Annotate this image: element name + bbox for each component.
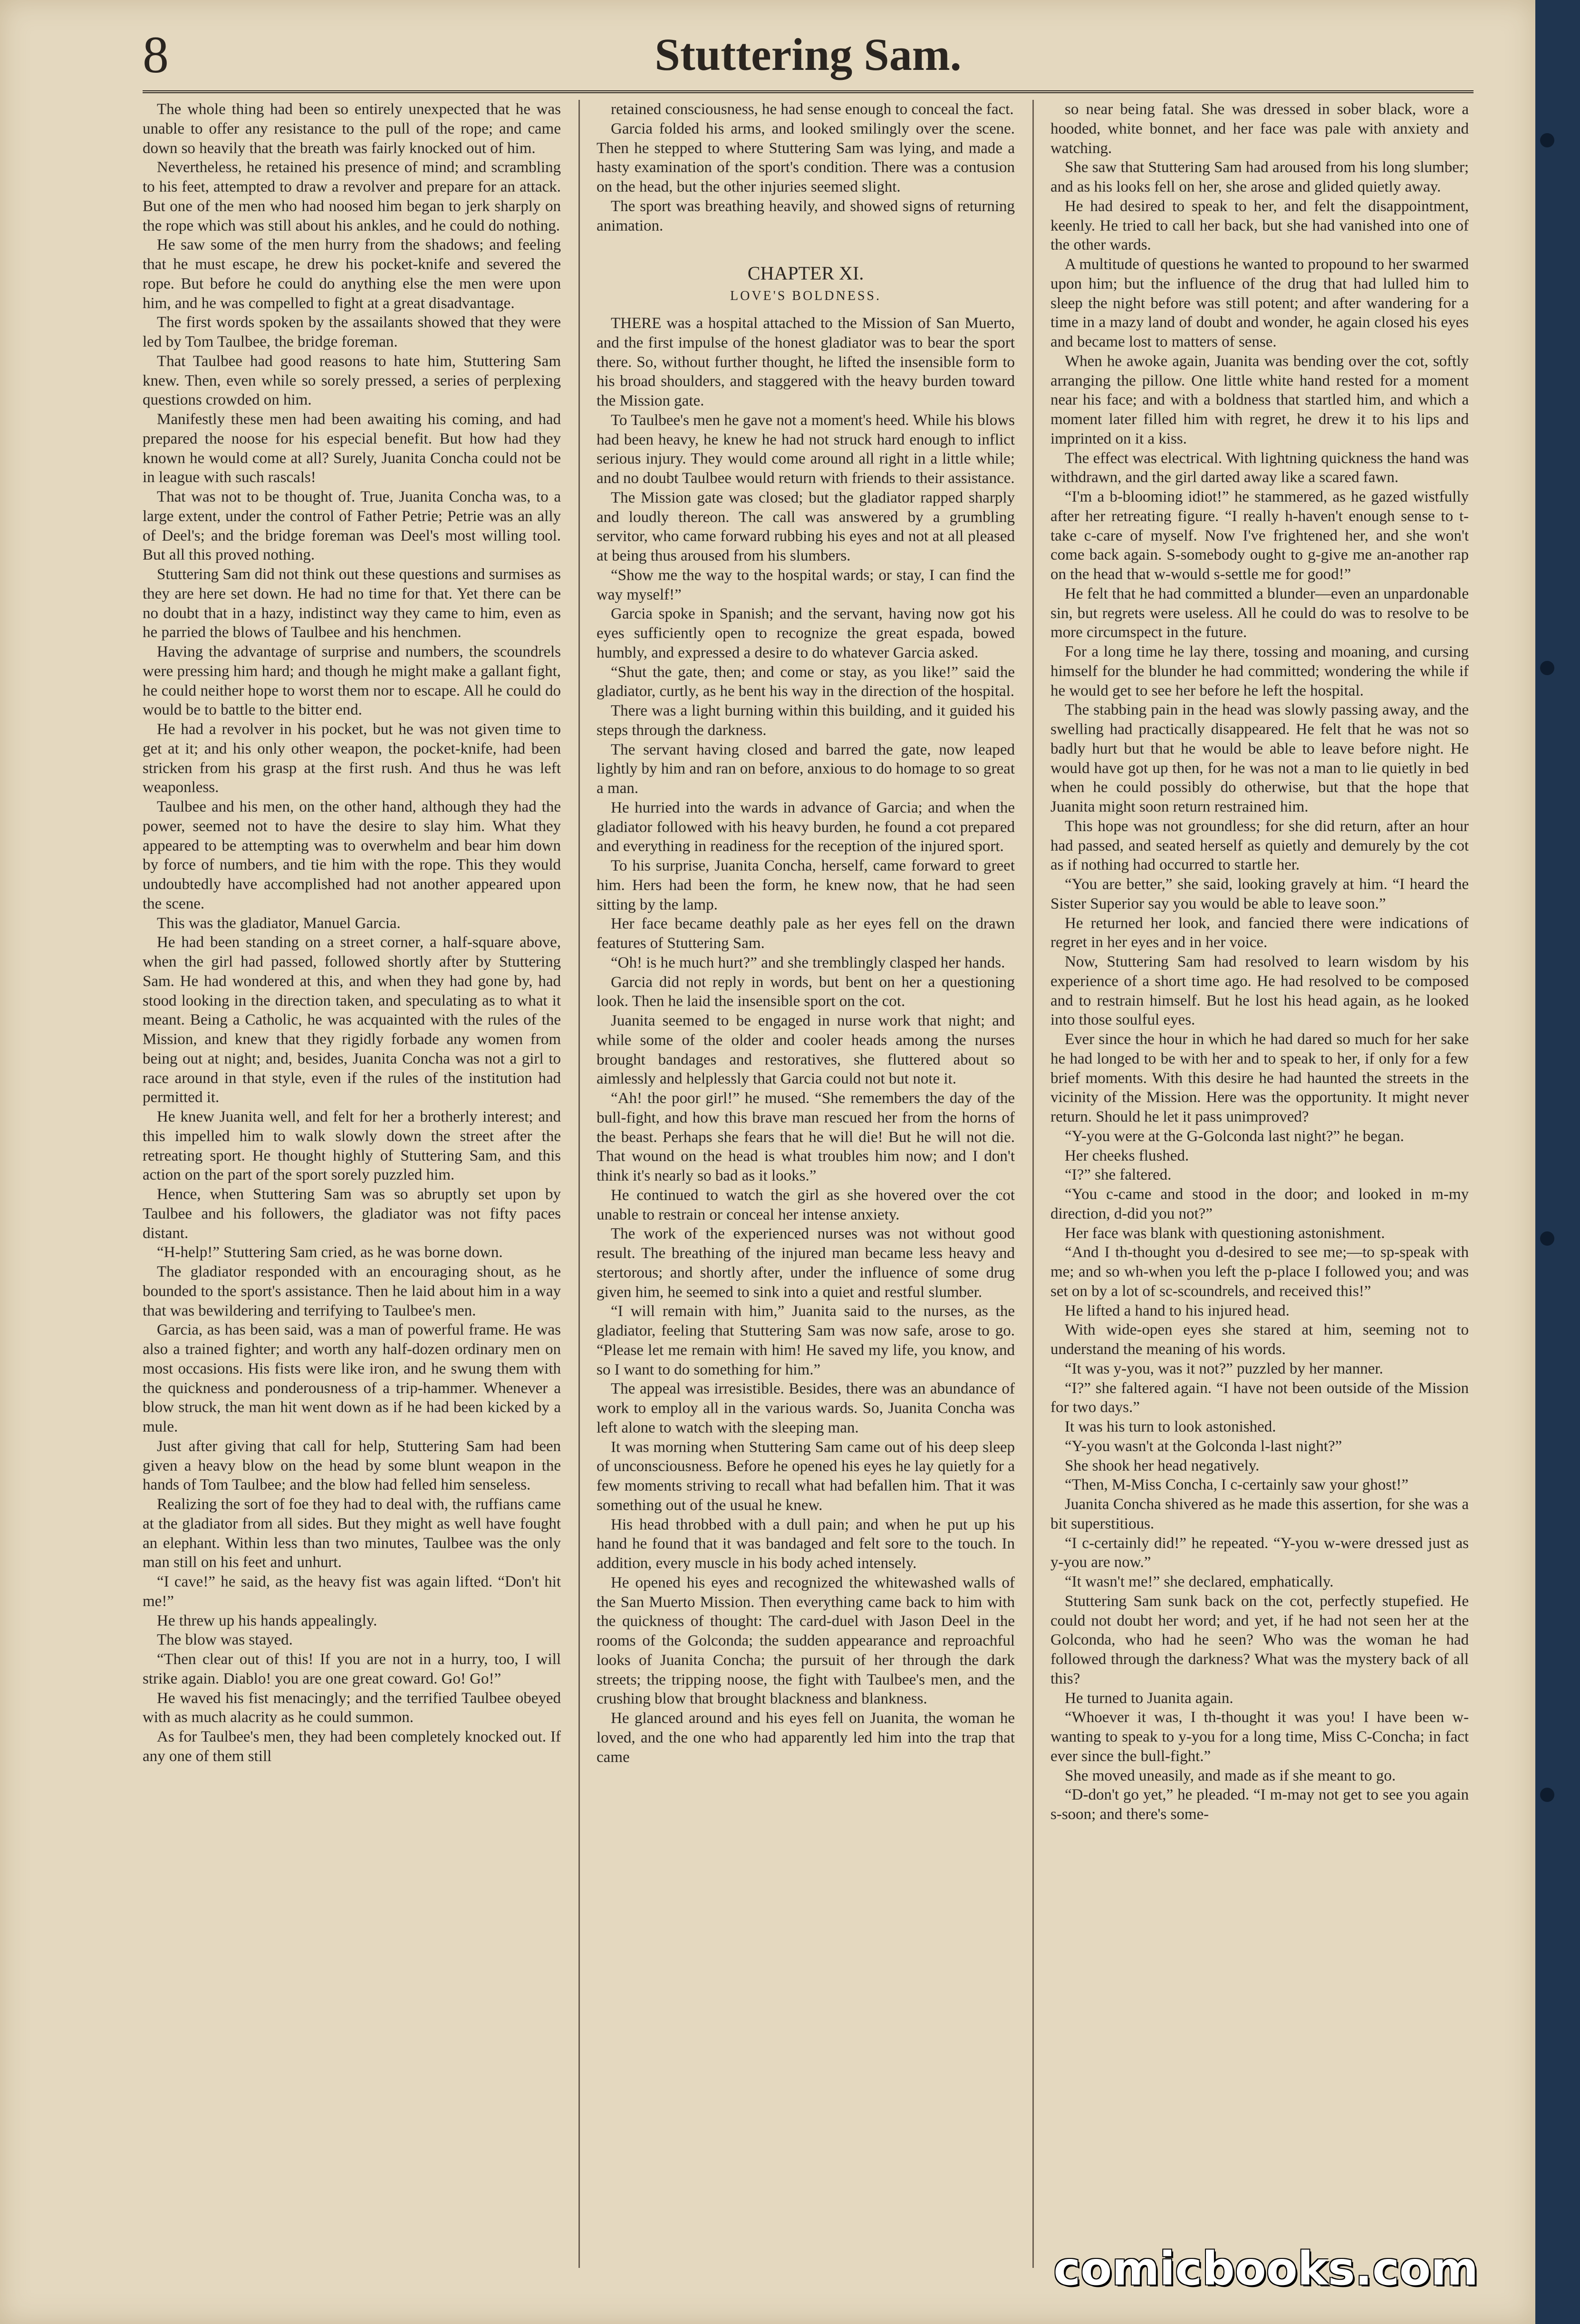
paragraph: The whole thing had been so entirely unexpected that he was unable to offer any resistance to the pull of the rope; and came down so heavily that the breath was fairly knocked out of him. [143, 101, 561, 157]
paragraph: “I?” she faltered again. “I have not been outside of the Mission for two days.” [1050, 1379, 1469, 1416]
paragraph: He lifted a hand to his injured head. [1065, 1302, 1290, 1319]
paragraph: “I c-certainly did!” he repeated. “Y-you w-were dressed just as y-you are now.” [1050, 1534, 1469, 1571]
paragraph: To Taulbee's men he gave not a moment's heed. While his blows had been heavy, he knew he had not struck hard enough to inflict serious injury. They would come around all right in a little while; and no doubt Taulbee would return with friends to their assistance. [597, 411, 1015, 487]
paragraph: “It was y-you, was it not?” puzzled by her manner. [1065, 1360, 1383, 1377]
paragraph: Her face was blank with questioning astonishment. [1065, 1224, 1385, 1242]
paragraph: This hope was not groundless; for she did return, after an hour had passed, and seated herself as quietly and demurely by the cot as if nothing had occurred to startle her. [1050, 817, 1469, 874]
column-2 [597, 100, 1015, 2268]
paragraph: Stuttering Sam sunk back on the cot, perfectly stupefied. He could not doubt her word; and yet, if he had not seen her at the Golconda, who had he seen? Who was the woman he had followed through the darkness? What was the mystery back of all this? [1050, 1592, 1469, 1687]
paragraph: The Mission gate was closed; but the gladiator rapped sharply and loudly thereon. The call was answered by a grumbling servitor, who came forward rubbing his eyes and not at all pleased at being thus aroused from his slumbers. [597, 489, 1015, 565]
paragraph: He turned to Juanita again. [1065, 1689, 1233, 1707]
paragraph: He hurried into the wards in advance of Garcia; and when the gladiator followed with his heavy burden, he found a cot prepared and everything in readiness for the reception of the injured sport. [597, 799, 1015, 855]
paragraph: “You are better,” she said, looking gravely at him. “I heard the Sister Superior say you would be able to leave soon.” [1050, 876, 1469, 912]
paragraph: “I cave!” he said, as the heavy fist was again lifted. “Don't hit me!” [143, 1573, 561, 1610]
chapter-heading: CHAPTER XI. [747, 262, 864, 284]
column-1 [143, 100, 561, 2268]
paragraph: “And I th-thought you d-desired to see me;—to sp-speak with me; and so wh-when you left the p-place I followed you; and was set on by a lot of sc-scoundrels, and received this!” [1050, 1244, 1469, 1300]
paragraph: The sport was breathing heavily, and showed signs of returning animation. [597, 197, 1015, 234]
paragraph: He glanced around and his eyes fell on Juanita, the woman he loved, and the one who had apparently led him into the trap that came [597, 1710, 1015, 1766]
paragraph: “H-help!” Stuttering Sam cried, as he was borne down. [157, 1244, 503, 1261]
column-2-paragraphs-before [597, 100, 1015, 235]
paragraph: The blow was stayed. [157, 1631, 293, 1649]
paragraph: retained consciousness, he had sense enough to conceal the fact. [611, 101, 1014, 118]
paragraph: Garcia spoke in Spanish; and the servant, having now got his eyes sufficiently open to recognize the great espada, bowed humbly, and expressed a desire to do whatever Garcia asked. [597, 605, 1015, 661]
binding-hole [1540, 661, 1554, 675]
running-title: Stuttering Sam. [655, 29, 962, 80]
paragraph: That Taulbee had good reasons to hate him, Stuttering Sam knew. Then, even while so sorely pressed, a series of perplexing questions crowded on him. [143, 352, 561, 409]
paragraph: That was not to be thought of. True, Juanita Concha was, to a large extent, under the control of Father Petrie; Petrie was an ally of Deel's; and the bridge foreman was Deel's most willing tool. But all this proved nothing. [143, 488, 561, 564]
paragraph: He threw up his hands appealingly. [157, 1612, 377, 1629]
paragraph: “I'm a b-blooming idiot!” he stammered, as he gazed wistfully after her retreating figure. “I really h-haven't enough sense to t-take c-care of myself. Now I've frightened her, and she won't come back again. S-somebody ought to g-give me an-another rap on the head that w-would s-settle me for good!” [1050, 488, 1469, 583]
paragraph: The appeal was irresistible. Besides, there was an abundance of work to employ all in the various wards. So, Juanita Concha was left alone to watch with the sleeping man. [597, 1380, 1015, 1436]
paragraph: He had a revolver in his pocket, but he was not given time to get at it; and his only other weapon, the pocket-knife, had been stricken from his grasp at the first rush. And thus he was left weaponless. [143, 721, 561, 796]
paragraph: “Then, M-Miss Concha, I c-certainly saw your ghost!” [1065, 1476, 1409, 1494]
paragraph: He continued to watch the girl as she hovered over the cot unable to restrain or conceal her intense anxiety. [597, 1186, 1015, 1223]
binding-hole [1540, 1231, 1554, 1246]
paragraph: He opened his eyes and recognized the whitewashed walls of the San Muerto Mission. Then everything came back to him with the quickness of thought: The card-duel with Jason Deel in the rooms of the Golconda; the sudden appearance and reproachful looks of Juanita Concha; the pursuit of her through the dark streets; the tripping noose, the fight with Taulbee's men, and the crushing blow that brought blackness and blankness. [597, 1574, 1015, 1708]
paragraph: Juanita Concha shivered as he made this assertion, for she was a bit superstitious. [1050, 1496, 1469, 1532]
paragraph: When he awoke again, Juanita was bending over the cot, softly arranging the pillow. One little white hand rested for a moment near his face; and with a boldness that startled him, and which a moment later filled him with regret, he drew it to his lips and imprinted on it a kiss. [1050, 352, 1469, 447]
paragraph: The effect was electrical. With lightning quickness the hand was withdrawn, and the girl darted away like a scared fawn. [1050, 449, 1469, 486]
paragraph: Taulbee and his men, on the other hand, although they had the power, seemed not to have the desire to slay him. What they appeared to be attempting was to overwhelm and bear him down by force of numbers, and tie him with the rope. This they would undoubtedly have accomplished had not another appeared upon the scene. [143, 798, 561, 912]
binding-hole [1540, 1788, 1554, 1802]
paragraph: “You c-came and stood in the door; and looked in m-my direction, d-did you not?” [1050, 1186, 1469, 1222]
column-divider [1032, 100, 1034, 2268]
paragraph: Stuttering Sam did not think out these questions and surmises as they are here set down. He had no time for that. Yet there can be no doubt that in a hazy, indistinct way they came to him, even as he parried the blows of Taulbee and his henchmen. [143, 566, 561, 641]
paragraph: A multitude of questions he wanted to propound to her swarmed upon him; but the influence of the drug that had lulled him to sleep the night before was still potent; and after wandering for a time in a mazy land of doubt and wonder, he again closed his eyes and became lost to matters of sense. [1050, 256, 1469, 350]
paragraph: Juanita seemed to be engaged in nurse work that night; and while some of the older and cooler heads among the nurses brought bandages and restoratives, she fluttered about so aimlessly and helplessly that Garcia could not but note it. [597, 1012, 1015, 1088]
paragraph: The first words spoken by the assailants showed that they were led by Tom Taulbee, the bridge foreman. [143, 314, 561, 350]
paragraph: For a long time he lay there, tossing and moaning, and cursing himself for the blunder he had committed; wondering the while if he would get to see her before he left the hospital. [1050, 643, 1469, 699]
paragraph: Garcia folded his arms, and looked smilingly over the scene. Then he stepped to where Stuttering Sam was lying, and made a hasty examination of the sport's condition. There was a contusion on the head, but the other injuries seemed slight. [597, 120, 1015, 195]
paragraph: It was morning when Stuttering Sam came out of his deep sleep of unconsciousness. Before he opened his eyes he lay quietly for a few moments striving to recall what had befallen him. That it was something out of the usual he knew. [597, 1438, 1015, 1514]
column-3-paragraphs [1050, 100, 1469, 1824]
paragraph: It was his turn to look astonished. [1065, 1418, 1276, 1435]
paragraph: He waved his fist menacingly; and the terrified Taulbee obeyed with as much alacrity as he could summon. [143, 1689, 561, 1726]
paragraph: He had desired to speak to her, and felt the disappointment, keenly. He tried to call her back, but she had vanished into one of the other wards. [1050, 197, 1469, 254]
paragraph: “It wasn't me!” she declared, emphatically. [1065, 1573, 1334, 1590]
binding-hole [1540, 133, 1554, 147]
paragraph: Realizing the sort of foe they had to deal with, the ruffians came at the gladiator from all sides. But they might as well have fought an elephant. Within less than two minutes, Taulbee was the only man still on his feet and unhurt. [143, 1496, 561, 1571]
paragraph: Just after giving that call for help, Stuttering Sam had been given a heavy blow on the head by some blunt weapon in the hands of Tom Taulbee; and the blow had felled him senseless. [143, 1437, 561, 1494]
column-1-paragraphs [143, 100, 561, 1766]
paragraph: Garcia, as has been said, was a man of powerful frame. He was also a trained fighter; and worth any half-dozen ordinary men on most occasions. His fists were like iron, and he swung them with the quickness and ponderousness of a trip-hammer. Whenever a blow struck, the man hit went down as if he had been kicked by a mule. [143, 1321, 561, 1435]
paragraph: The servant having closed and barred the gate, now leaped lightly by him and ran on before, anxious to do homage to so great a man. [597, 741, 1015, 797]
column-2-paragraphs-after [597, 314, 1015, 1767]
column-divider [578, 100, 580, 2268]
paragraph: He knew Juanita well, and felt for her a brotherly interest; and this impelled him to walk slowly down the street after the retreating sport. He thought highly of Stuttering Sam, and this action on the part of the sport sorely puzzled him. [143, 1108, 561, 1184]
paragraph: “Shut the gate, then; and come or stay, as you like!” said the gladiator, curtly, as he bent his way in the direction of the hospital. [597, 663, 1015, 700]
chapter-subtitle: LOVE'S BOLDNESS. [730, 288, 881, 303]
paragraph: He returned her look, and fancied there were indications of regret in her eyes and in her voice. [1050, 914, 1469, 951]
page-number: 8 [143, 26, 169, 84]
paragraph: With wide-open eyes she stared at him, seeming not to understand the meaning of his words. [1050, 1321, 1469, 1358]
paragraph: “Oh! is he much hurt?” and she tremblingly clasped her hands. [611, 954, 1005, 971]
paragraph: Nevertheless, he retained his presence of mind; and scrambling to his feet, attempted to draw a revolver and prepare for an attack. But one of the men who had noosed him began to jerk sharply on the rope which was still about his ankles, and he could do nothing. [143, 159, 561, 234]
paragraph: He saw some of the men hurry from the shadows; and feeling that he must escape, he drew his pocket-knife and severed the rope. But before he could do anything else the men were upon him, and he was compelled to fight at a great disadvantage. [143, 236, 561, 312]
paragraph: This was the gladiator, Manuel Garcia. [157, 914, 401, 932]
paragraph: She saw that Stuttering Sam had aroused from his long slumber; and as his looks fell on her, she arose and glided quietly away. [1050, 159, 1469, 195]
paragraph: “Then clear out of this! If you are not in a hurry, too, I will strike again. Diablo! you are one great coward. Go! Go!” [143, 1651, 561, 1687]
paragraph: “Ah! the poor girl!” he mused. “She remembers the day of the bull-fight, and how this brave man rescued her from the horns of the beast. Perhaps she fears that he will die! But he will not die. That wound on the head is what troubles him now; and I don't think it's nearly so bad as it looks.” [597, 1090, 1015, 1185]
paragraph: “I?” she faltered. [1065, 1166, 1172, 1184]
paragraph: Manifestly these men had been awaiting his coming, and had prepared the noose for his especial benefit. But how had they known he would come at all? Surely, Juanita Concha could not be in league with such rascals! [143, 411, 561, 486]
paragraph: “Show me the way to the hospital wards; or stay, I can find the way myself!” [597, 566, 1015, 603]
paragraph: To his surprise, Juanita Concha, herself, came forward to greet him. Hers had been the form, he knew now, that he had seen sitting by the lamp. [597, 857, 1015, 913]
paragraph: “I will remain with him,” Juanita said to the nurses, as the gladiator, feeling that Stuttering Sam was now safe, arose to go. “Please let me remain with him! He saved my life, you know, and so I want to do something for him.” [597, 1303, 1015, 1378]
text-columns [143, 100, 1469, 2268]
paragraph: She moved uneasily, and made as if she meant to go. [1065, 1767, 1396, 1784]
binding-edge [1535, 0, 1580, 2324]
paragraph: Now, Stuttering Sam had resolved to learn wisdom by his experience of a short time ago. He had resolved to be composed and to restrain himself. But he lost his head again, as he looked into those soulful eyes. [1050, 953, 1469, 1029]
paragraph: He had been standing on a street corner, a half-square above, when the girl had passed, followed shortly after by Stuttering Sam. He had wondered at this, and when they had gone by, had stood looking in the direction taken, and speculating as to what it meant. Being a Catholic, he was acquainted with the rules of the Mission, and knew that they rigidly forbade any women from being out at night; and, besides, Juanita Concha was not a girl to race around in that style, even if the rules of the institution had permitted it. [143, 934, 561, 1106]
paragraph: so near being fatal. She was dressed in sober black, wore a hooded, white bonnet, and her face was pale with anxiety and watching. [1050, 101, 1469, 157]
paragraph: THERE was a hospital attached to the Mission of San Muerto, and the first impulse of the honest gladiator was to bear the sport there. So, without further thought, he lifted the insensible form to his broad shoulders, and staggered with the heavy burden toward the Mission gate. [597, 315, 1015, 410]
paragraph: Her cheeks flushed. [1065, 1147, 1189, 1164]
paragraph: His head throbbed with a dull pain; and when he put up his hand he found that it was bandaged and felt sore to the touch. In addition, every muscle in his body ached intensely. [597, 1516, 1015, 1572]
paragraph: Hence, when Stuttering Sam was so abruptly set upon by Taulbee and his followers, the gladiator was not fifty paces distant. [143, 1186, 561, 1242]
paragraph: Ever since the hour in which he had dared so much for her sake he had longed to be with her and to speak to her, if only for a few brief moments. With this desire he had haunted the streets in the vicinity of the Mission. Here was the opportunity. It might never return. Should he let it pass unimproved? [1050, 1031, 1469, 1125]
paragraph: “Y-you were at the G-Golconda last night?” he began. [1065, 1127, 1404, 1145]
paragraph: Garcia did not reply in words, but bent on her a questioning look. Then he laid the insensible sport on the cot. [597, 973, 1015, 1010]
paragraph: “Whoever it was, I th-thought it was you! I have been w-wanting to speak to y-you for a long time, Miss C-Concha; in fact ever since the bull-fight.” [1050, 1709, 1469, 1765]
paragraph: Her face became deathly pale as her eyes fell on the drawn features of Stuttering Sam. [597, 915, 1015, 952]
paragraph: There was a light burning within this building, and it guided his steps through the darkness. [597, 702, 1015, 739]
paragraph: The work of the experienced nurses was not without good result. The breathing of the injured man became less heavy and stertorous; and shortly after, under the influence of some drug given him, he seemed to sink into a quiet and restful slumber. [597, 1225, 1015, 1301]
paragraph: She shook her head negatively. [1065, 1457, 1260, 1474]
paragraph: “Y-you wasn't at the Golconda l-last night?” [1065, 1437, 1342, 1455]
paragraph: He felt that he had committed a blunder—even an unpardonable sin, but regrets were useless. All he could do was to resolve to be more circumspect in the future. [1050, 585, 1469, 641]
paragraph: The gladiator responded with an encouraging shout, as he bounded to the sport's assistance. Then he laid about him in a way that was bewildering and terrifying to Taulbee's men. [143, 1263, 561, 1319]
page-header [143, 19, 1474, 93]
column-3 [1050, 100, 1469, 2268]
paragraph: As for Taulbee's men, they had been completely knocked out. If any one of them still [143, 1728, 561, 1765]
paragraph: The stabbing pain in the head was slowly passing away, and the swelling had practically disappeared. He felt that he was not so badly hurt but that he would be able to leave before night. He would have got up then, for he was not a man to lie quietly in bed when he could possibly do otherwise, but that the hope that Juanita might soon return restrained him. [1050, 701, 1469, 815]
paragraph: “D-don't go yet,” he pleaded. “I m-may not get to see you again s-soon; and there's some- [1050, 1786, 1469, 1823]
watermark-logo: comicbooks.com [1053, 2242, 1478, 2295]
paragraph: Having the advantage of surprise and numbers, the scoundrels were pressing him hard; and though he might make a gallant fight, he could neither hope to worst them nor to escape. All he could do would be to battle to the bitter end. [143, 643, 561, 719]
